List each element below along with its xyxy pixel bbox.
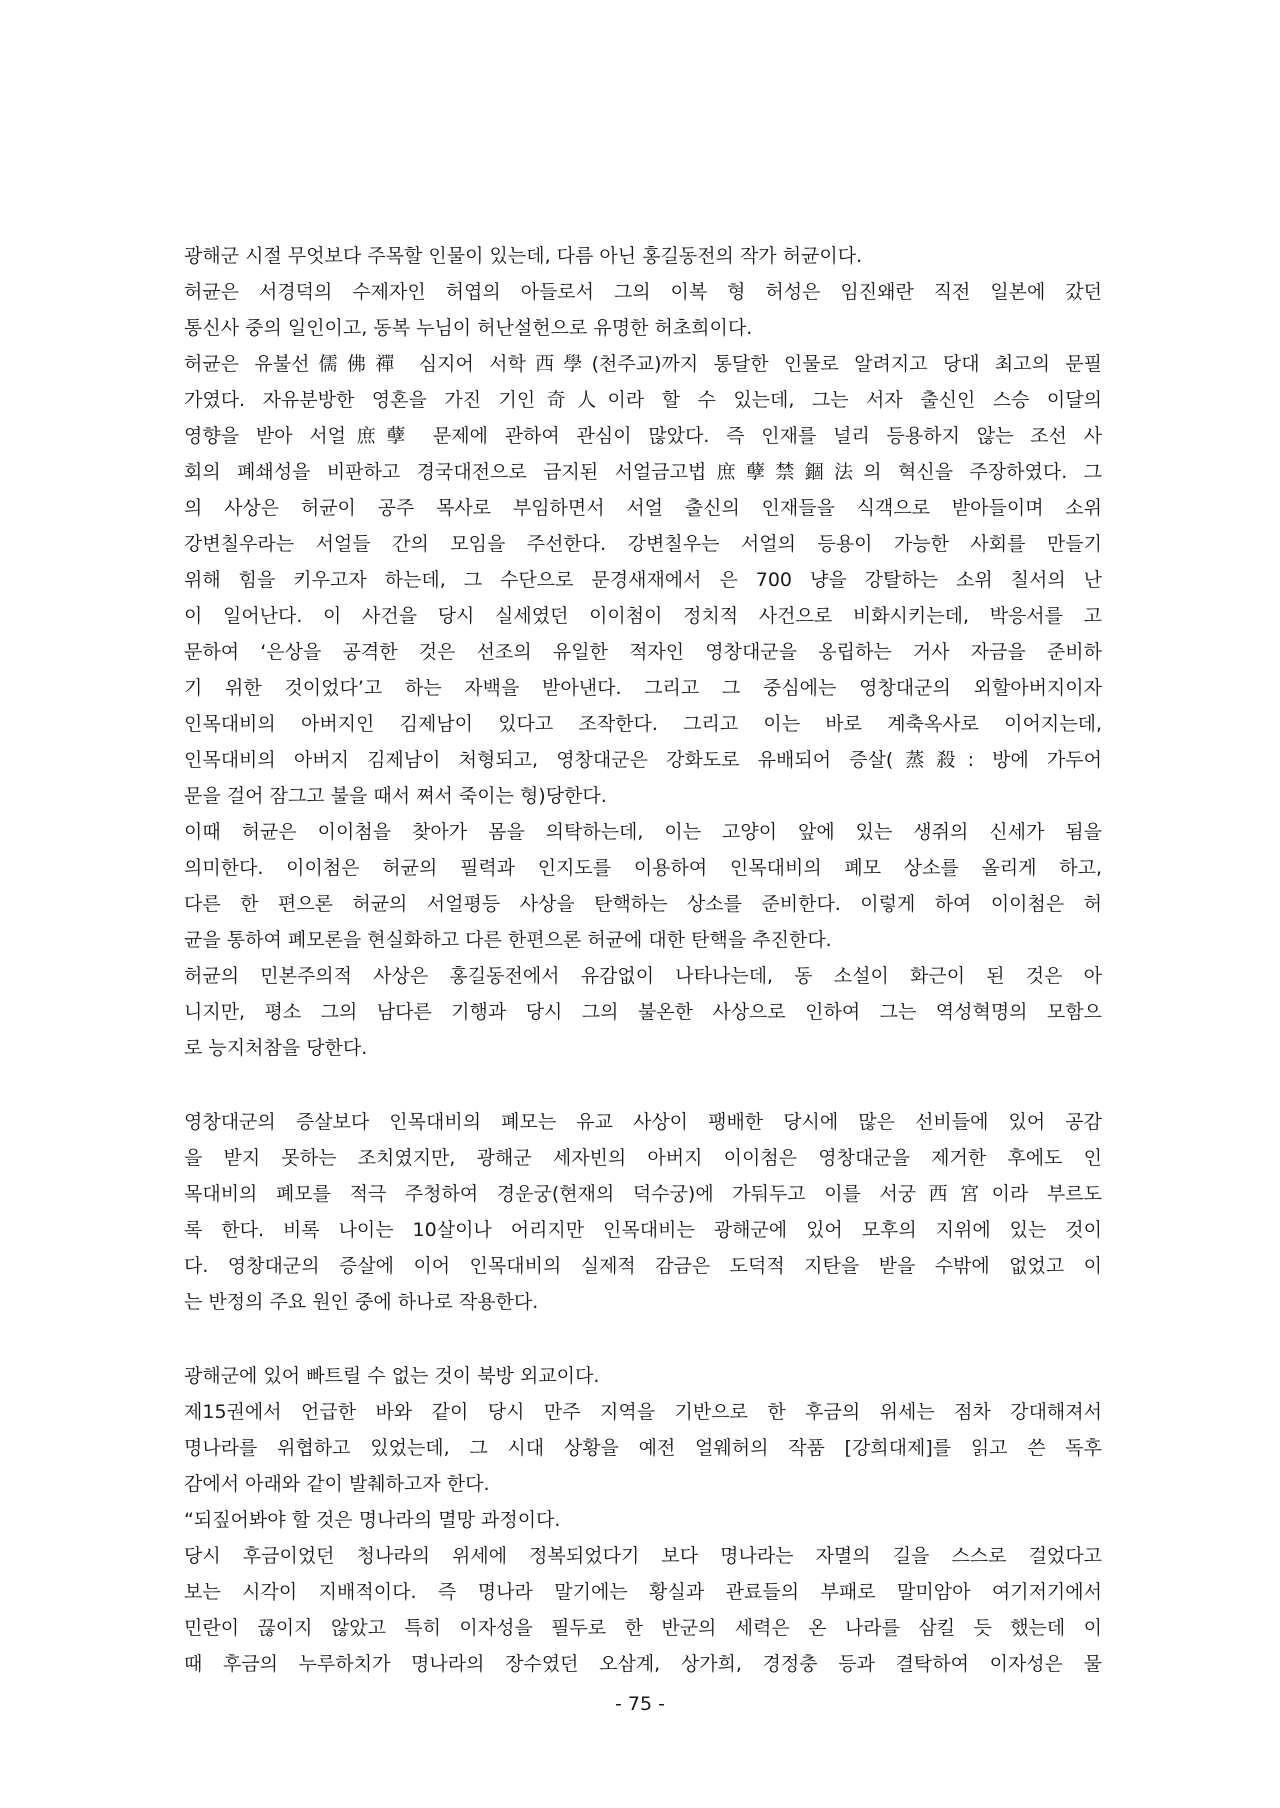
paragraph (184, 1358, 1102, 1394)
paragraph (184, 274, 1102, 346)
paragraph-gap (184, 1066, 1102, 1104)
paragraph (184, 1394, 1102, 1502)
document-body (184, 238, 1102, 1682)
text-line: 명나라를 위협하고 있었는데, 그 시대 상황을 예전 얼웨허의 작품 [강희대제]를 읽고 쓴 독후 (184, 1437, 1102, 1459)
text-line: 광해군에 있어 빠트릴 수 없는 것이 북방 외교이다. (184, 1365, 600, 1387)
text-line: 허균은 서경덕의 수제자인 허엽의 아들로서 그의 이복 형 허성은 임진왜란 직전 일본에 갔던 (184, 281, 1102, 303)
paragraph (184, 1502, 1102, 1538)
text-line: 을 받지 못하는 조치였지만, 광해군 세자빈의 아버지 이이첨은 영창대군을 제거한 후에도 인 (184, 1147, 1102, 1169)
text-line: 인목대비의 아버지인 김제남이 있다고 조작한다. 그리고 이는 바로 계축옥사로 이어지는데, (184, 713, 1102, 735)
text-line: 보는 시각이 지배적이다. 즉 명나라 말기에는 황실과 관료들의 부패로 말미암아 여기저기에서 (184, 1581, 1102, 1603)
text-line: 균을 통하여 폐모론을 현실화하고 다른 한편으론 허균에 대한 탄핵을 추진한다. (184, 929, 832, 951)
text-line: 허균의 민본주의적 사상은 홍길동전에서 유감없이 나타나는데, 동 소설이 화근이 된 것은 아 (184, 965, 1102, 987)
text-line: 목대비의 폐모를 적극 주청하여 경운궁(현재의 덕수궁)에 가둬두고 이를 서궁西宮이라 부르도 (184, 1183, 1102, 1205)
paragraph (184, 1538, 1102, 1682)
paragraph (184, 814, 1102, 958)
text-line: 회의 폐쇄성을 비판하고 경국대전으로 금지된 서얼금고법庶孽禁錮法의 혁신을 주장하였다. 그 (184, 461, 1102, 483)
paragraph (184, 958, 1102, 1066)
text-line: 당시 후금이었던 청나라의 위세에 정복되었다기 보다 명나라는 자멸의 길을 스스로 걸었다고 (184, 1545, 1102, 1567)
text-line: 이때 허균은 이이첨을 찾아가 몸을 의탁하는데, 이는 고양이 앞에 있는 생쥐의 신세가 됨을 (184, 821, 1102, 843)
text-line: 다. 영창대군의 증살에 이어 인목대비의 실제적 감금은 도덕적 지탄을 받을 수밖에 없었고 이 (184, 1255, 1102, 1277)
text-line: 록 한다. 비록 나이는 10살이나 어리지만 인목대비는 광해군에 있어 모후의 지위에 있는 것이 (184, 1219, 1102, 1241)
text-line: 의미한다. 이이첨은 허균의 필력과 인지도를 이용하여 인목대비의 폐모 상소를 올리게 하고, (184, 857, 1102, 879)
text-line: 제15권에서 언급한 바와 같이 당시 만주 지역을 기반으로 한 후금의 위세는 점차 강대해져서 (184, 1401, 1102, 1423)
text-line: 때 후금의 누루하치가 명나라의 장수였던 오삼계, 상가희, 경정충 등과 결탁하여 이자성은 물 (184, 1653, 1102, 1675)
text-line: 인목대비의 아버지 김제남이 처형되고, 영창대군은 강화도로 유배되어 증살(蒸殺: 방에 가두어 (184, 749, 1102, 771)
text-line: 니지만, 평소 그의 남다른 기행과 당시 그의 불온한 사상으로 인하여 그는 역성혁명의 모함으 (184, 1001, 1102, 1023)
paragraph (184, 238, 1102, 274)
text-line: 기 위한 것이었다’고 하는 자백을 받아낸다. 그리고 그 중심에는 영창대군의 외할아버지이자 (184, 677, 1102, 699)
text-line: 광해군 시절 무엇보다 주목할 인물이 있는데, 다름 아닌 홍길동전의 작가 허균이다. (184, 245, 863, 267)
paragraph-gap (184, 1320, 1102, 1358)
page-number: - 75 - (615, 1693, 665, 1715)
text-line: 로 능지처참을 당한다. (184, 1037, 368, 1059)
text-line: 다른 한 편으론 허균의 서얼평등 사상을 탄핵하는 상소를 준비한다. 이렇게 하여 이이첨은 허 (184, 893, 1102, 915)
paragraph (184, 1104, 1102, 1320)
text-line: 허균은 유불선儒佛禪 심지어 서학西學(천주교)까지 통달한 인물로 알려지고 당대 최고의 문필 (184, 353, 1102, 375)
text-line: 강변칠우라는 서얼들 간의 모임을 주선한다. 강변칠우는 서얼의 등용이 가능한 사회를 만들기 (184, 533, 1102, 555)
text-line: 는 반정의 주요 원인 중에 하나로 작용한다. (184, 1291, 539, 1313)
text-line: 감에서 아래와 같이 발췌하고자 한다. (184, 1473, 490, 1495)
text-line: 이 일어난다. 이 사건을 당시 실세였던 이이첨이 정치적 사건으로 비화시키는데, 박응서를 고 (184, 605, 1102, 627)
text-line: “되짚어봐야 할 것은 명나라의 멸망 과정이다. (184, 1509, 561, 1531)
text-line: 통신사 중의 일인이고, 동복 누님이 허난설헌으로 유명한 허초희이다. (184, 317, 753, 339)
text-line: 문을 걸어 잠그고 불을 때서 쪄서 죽이는 형)당한다. (184, 785, 607, 807)
text-line: 위해 힘을 키우고자 하는데, 그 수단으로 문경새재에서 은 700 냥을 강탈하는 소위 칠서의 난 (184, 569, 1102, 591)
text-line: 민란이 끊이지 않았고 특히 이자성을 필두로 한 반군의 세력은 온 나라를 삼킬 듯 했는데 이 (184, 1617, 1102, 1639)
text-line: 문하여 ‘은상을 공격한 것은 선조의 유일한 적자인 영창대군을 옹립하는 거사 자금을 준비하 (184, 641, 1102, 663)
text-line: 의 사상은 허균이 공주 목사로 부임하면서 서얼 출신의 인재들을 식객으로 받아들이며 소위 (184, 497, 1102, 519)
text-line: 영향을 받아 서얼庶孽 문제에 관하여 관심이 많았다. 즉 인재를 널리 등용하지 않는 조선 사 (184, 425, 1102, 447)
text-line: 영창대군의 증살보다 인목대비의 폐모는 유교 사상이 팽배한 당시에 많은 선비들에 있어 공감 (184, 1111, 1102, 1133)
paragraph (184, 346, 1102, 814)
text-line: 가였다. 자유분방한 영혼을 가진 기인奇人이라 할 수 있는데, 그는 서자 출신인 스승 이달의 (184, 389, 1102, 411)
